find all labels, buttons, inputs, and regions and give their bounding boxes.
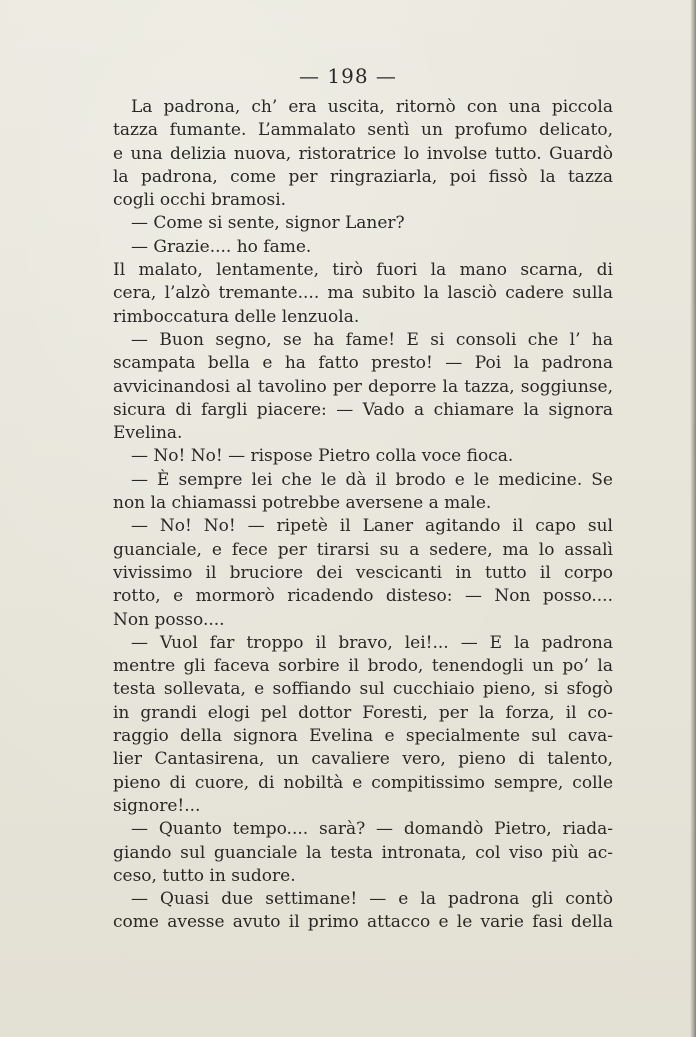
text-line: signore!... <box>113 795 201 816</box>
text-line: — No! No! — ripetè il Laner agitando il capo sul <box>131 516 613 537</box>
text-line: testa sollevata, e soffiando sul cucchiaio pieno, si sfogò <box>113 679 613 700</box>
text-line: — Buon segno, se ha fame! E si consoli che l’ ha <box>131 329 613 350</box>
text-line: — Grazie.... ho fame. <box>131 236 312 257</box>
text-line: la padrona, come per ringraziarla, poi fissò la tazza <box>113 166 613 187</box>
text-line: — È sempre lei che le dà il brodo e le medicine. Se <box>131 469 613 490</box>
text-line: cera, l’alzò tremante.... ma subito la lasciò cadere sulla <box>113 283 613 304</box>
text-line: mentre gli faceva sorbire il brodo, tenendogli un po’ la <box>113 656 613 677</box>
text-line: guanciale, e fece per tirarsi su a sedere, ma lo assalì <box>113 539 613 560</box>
text-line: Non posso.... <box>113 609 225 630</box>
text-line: raggio della signora Evelina e specialmente sul cava- <box>113 726 613 747</box>
text-line: — No! No! — rispose Pietro colla voce fioca. <box>131 446 514 467</box>
text-line: giando sul guanciale la testa intronata, col viso più ac- <box>113 842 613 863</box>
text-line: tazza fumante. L’ammalato sentì un profumo delicato, <box>113 120 613 141</box>
text-line: — Quasi due settimane! — e la padrona gli contò <box>131 889 613 910</box>
text-line: lier Cantasirena, un cavaliere vero, pieno di talento, <box>113 749 613 770</box>
text-line: come avesse avuto il primo attacco e le varie fasi della <box>113 912 613 933</box>
text-line: non la chiamassi potrebbe aversene a male. <box>113 493 492 514</box>
text-line: Il malato, lentamente, tirò fuori la mano scarna, di <box>113 260 613 281</box>
text-line: avvicinandosi al tavolino per deporre la tazza, soggiunse, <box>113 376 613 397</box>
text-line: e una delizia nuova, ristoratrice lo involse tutto. Guardò <box>113 143 613 164</box>
body-text <box>113 96 613 935</box>
text-line: pieno di cuore, di nobiltà e compitissimo sempre, colle <box>113 772 613 793</box>
text-line: vivissimo il bruciore dei vescicanti in tutto il corpo <box>113 562 613 583</box>
text-line: in grandi elogi pel dottor Foresti, per la forza, il co- <box>113 702 613 723</box>
page-edge-shadow <box>690 0 696 1037</box>
text-line: La padrona, ch’ era uscita, ritornò con una piccola <box>131 97 613 117</box>
text-line: ceso, tutto in sudore. <box>113 865 296 886</box>
text-line: scampata bella e ha fatto presto! — Poi la padrona <box>113 353 613 374</box>
text-line: — Come si sente, signor Laner? <box>131 213 405 234</box>
text-line: Evelina. <box>113 423 183 444</box>
text-line: rimboccatura delle lenzuola. <box>113 306 360 327</box>
text-line: — Quanto tempo.... sarà? — domandò Pietro, riada- <box>131 819 613 840</box>
page-number: — 198 — <box>299 64 397 88</box>
text-line: rotto, e mormorò ricadendo disteso: — Non posso.... <box>113 586 613 607</box>
text-line: sicura di fargli piacere: — Vado a chiamare la signora <box>113 399 613 420</box>
text-line: cogli occhi bramosi. <box>113 190 287 211</box>
text-line: — Vuol far troppo il bravo, lei!... — E la padrona <box>131 632 613 653</box>
